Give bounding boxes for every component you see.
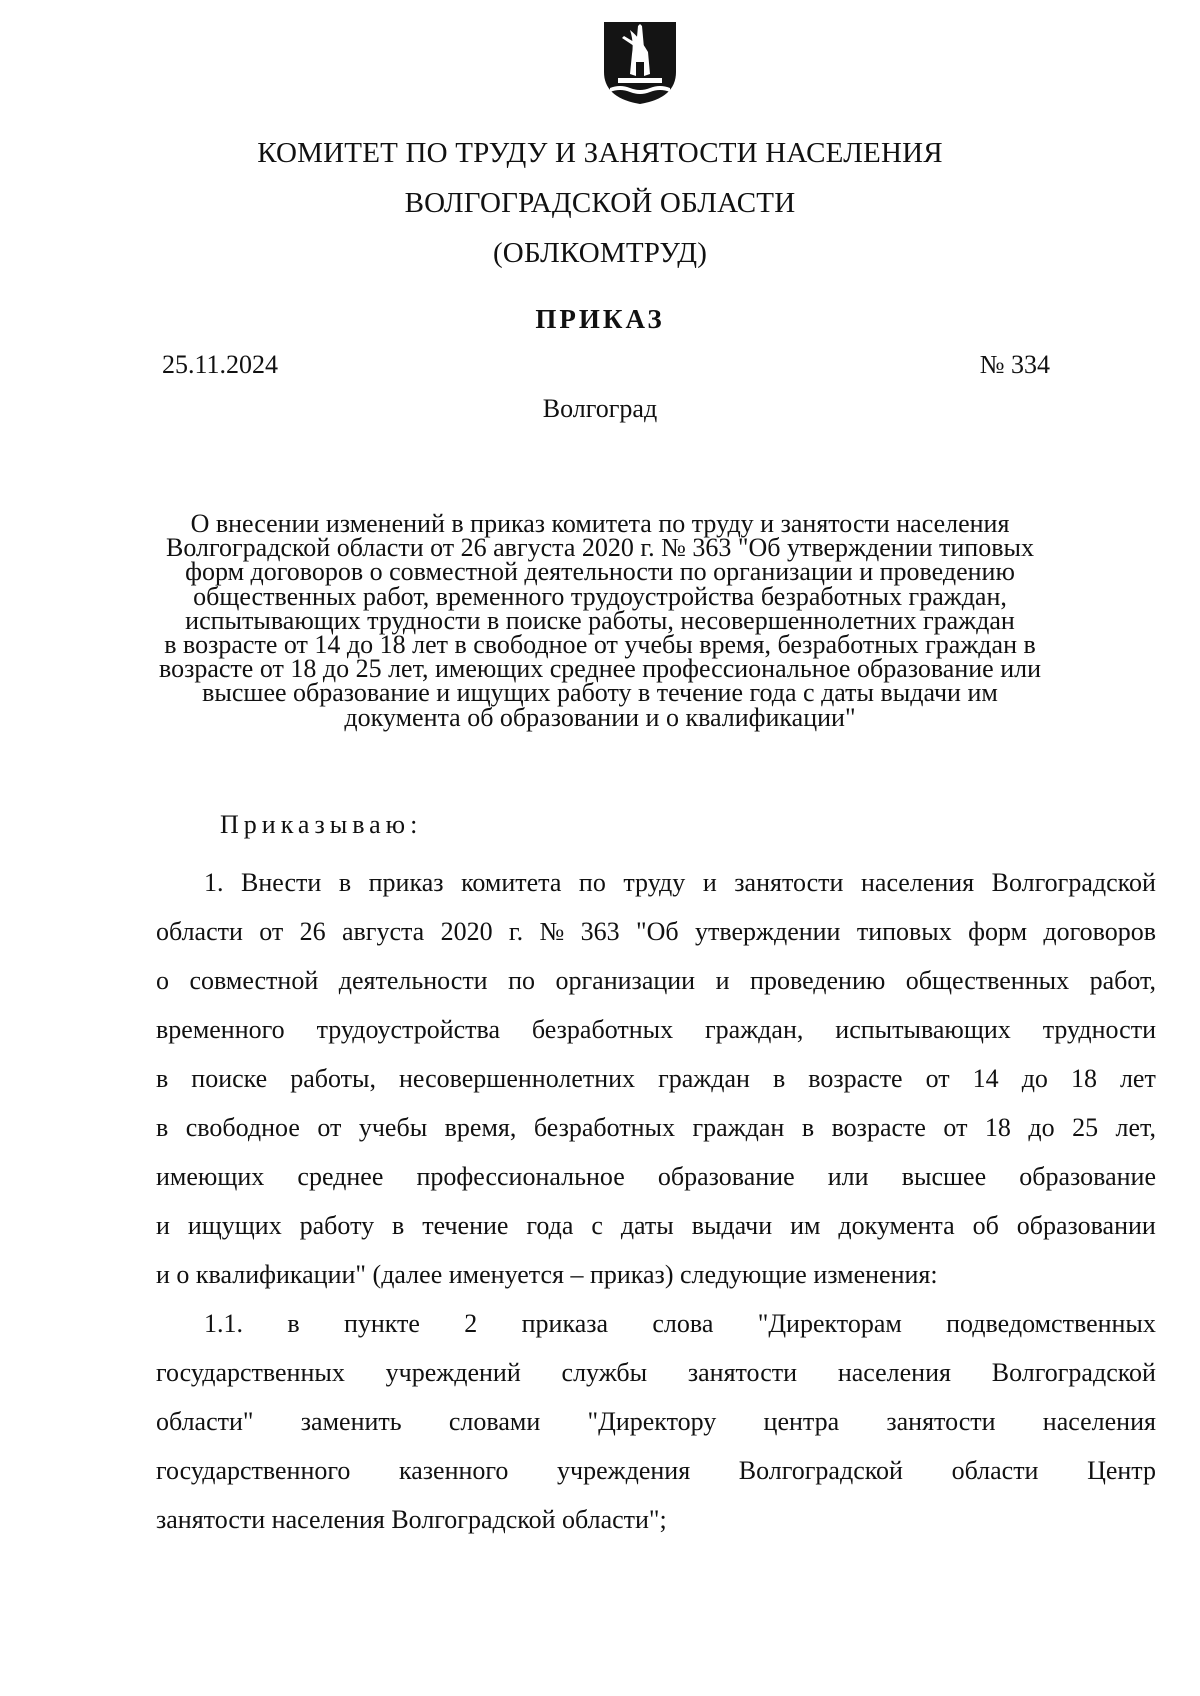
subject-line: документа об образовании и о квалификации" xyxy=(344,702,856,732)
paragraph-line: области" заменить словами "Директору центра занятости населения xyxy=(156,1407,1156,1436)
paragraph-line: временного трудоустройства безработных граждан, испытывающих трудности xyxy=(156,1015,1156,1044)
coat-of-arms-emblem xyxy=(600,18,680,106)
document-type: ПРИКАЗ xyxy=(535,304,665,334)
subject-line: высшее образование и ищущих работу в течение года с даты выдачи им xyxy=(202,678,998,708)
issuer-short-name: (ОБЛКОМТРУД) xyxy=(492,237,708,269)
subject-line: испытывающих трудности в поиске работы, несовершеннолетних граждан xyxy=(185,605,1015,635)
paragraph-line: области от 26 августа 2020 г. № 363 "Об утверждении типовых форм договоров xyxy=(156,917,1156,946)
issuer-name-line-2: ВОЛГОГРАДСКОЙ ОБЛАСТИ xyxy=(404,187,796,219)
paragraph-line: 1. Внести в приказ комитета по труду и занятости населения Волгоградской xyxy=(204,868,1156,897)
paragraph-line: о совместной деятельности по организации и проведению общественных работ, xyxy=(156,966,1156,995)
paragraph-line: занятости населения Волгоградской области"; xyxy=(156,1505,667,1534)
subject-line: О внесении изменений в приказ комитета по труду и занятости населения xyxy=(190,509,1010,538)
document-city: Волгоград xyxy=(542,394,658,423)
subject-line: в возрасте от 14 до 18 лет в свободное от учебы время, безработных граждан в xyxy=(164,630,1036,660)
order-directive-word: Приказываю: xyxy=(220,810,423,839)
paragraph-line: государственных учреждений службы занятости населения Волгоградской xyxy=(156,1358,1156,1387)
paragraph-line: в поиске работы, несовершеннолетних граждан в возрасте от 14 до 18 лет xyxy=(156,1064,1156,1093)
document-number: № 334 xyxy=(979,350,1050,379)
paragraph-line: и ищущих работу в течение года с даты выдачи им документа об образовании xyxy=(156,1211,1156,1240)
paragraph-line: государственного казенного учреждения Волгоградской области Центр xyxy=(156,1456,1156,1485)
paragraph-line: в свободное от учебы время, безработных граждан в возрасте от 18 до 25 лет, xyxy=(156,1113,1156,1142)
subject-line: форм договоров о совместной деятельности по организации и проведению xyxy=(185,557,1015,587)
subject-line: общественных работ, временного трудоустройства безработных граждан, xyxy=(193,581,1007,611)
paragraph-line: имеющих среднее профессиональное образование или высшее образование xyxy=(156,1162,1156,1191)
document-date: 25.11.2024 xyxy=(162,350,279,379)
paragraph-line: 1.1. в пункте 2 приказа слова "Директорам подведомственных xyxy=(204,1309,1156,1338)
issuer-name-line-1: КОМИТЕТ ПО ТРУДУ И ЗАНЯТОСТИ НАСЕЛЕНИЯ xyxy=(257,137,943,169)
document-subject xyxy=(150,509,1050,732)
paragraph-line: и о квалификации" (далее именуется – приказ) следующие изменения: xyxy=(156,1260,938,1289)
subject-line: Волгоградской области от 26 августа 2020 г. № 363 "Об утверждении типовых xyxy=(166,533,1034,563)
subject-line: возрасте от 18 до 25 лет, имеющих среднее профессиональное образование или xyxy=(158,654,1041,684)
issuer-header xyxy=(0,128,1200,278)
